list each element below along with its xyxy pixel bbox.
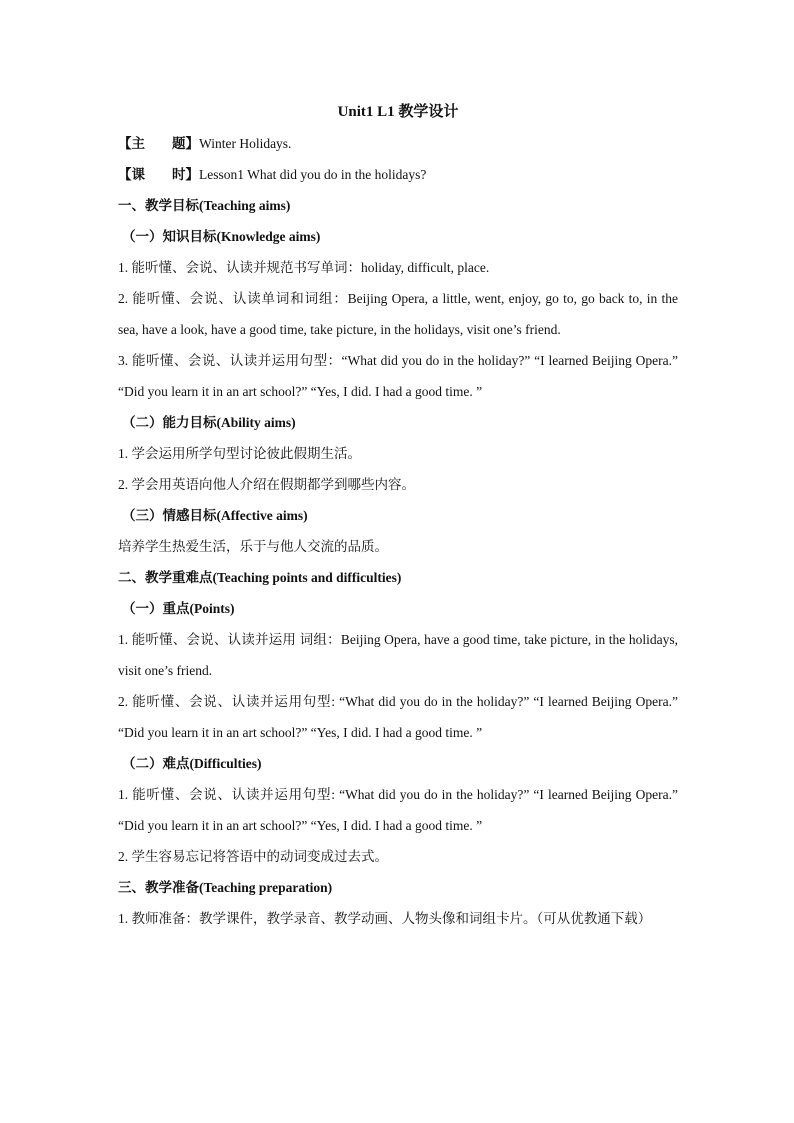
difficulties-item-2: 2. 学生容易忘记将答语中的动词变成过去式。 (118, 849, 388, 864)
knowledge-item-2: 2. 能听懂、会说、认读单词和词组：Beijing Opera, a little, went, enjoy, go to, go back to, in the sea, have a look, have a good time, take picture, in the holidays, visit one’s friend. (118, 291, 678, 337)
subheading-points: （一）重点(Points) (122, 601, 235, 616)
points-item-2: 2. 能听懂、会说、认读并运用句型: “What did you do in the holiday?” “I learned Beijing Opera.” “Did you learn it in an art school?” “Yes, I did. I had a good time. ” (118, 694, 678, 740)
theme-label: 【主 题】 (118, 136, 199, 151)
lesson-value: Lesson1 What did you do in the holidays? (199, 167, 427, 182)
section-heading-teaching-aims: 一、教学目标(Teaching aims) (118, 198, 291, 213)
ability-item-2: 2. 学会用英语向他人介绍在假期都学到哪些内容。 (118, 477, 415, 492)
knowledge-item-3: 3. 能听懂、会说、认读并运用句型：“What did you do in the holiday?” “I learned Beijing Opera.” “Did you learn it in an art school?” “Yes, I did. I had a good time. ” (118, 353, 678, 399)
difficulties-item-1: 1. 能听懂、会说、认读并运用句型: “What did you do in the holiday?” “I learned Beijing Opera.” “Did you learn it in an art school?” “Yes, I did. I had a good time. ” (118, 787, 678, 833)
knowledge-item-1: 1. 能听懂、会说、认读并规范书写单词：holiday, difficult, place. (118, 260, 490, 275)
preparation-item-1: 1. 教师准备：教学课件，教学录音、教学动画、人物头像和词组卡片。（可从优教通下载） (118, 911, 652, 926)
lesson-line (118, 159, 678, 190)
section-heading-key-points: 二、教学重难点(Teaching points and difficulties) (118, 570, 402, 585)
ability-item-1: 1. 学会运用所学句型讨论彼此假期生活。 (118, 446, 361, 461)
section-heading-preparation: 三、教学准备(Teaching preparation) (118, 880, 333, 895)
subheading-ability-aims: （二）能力目标(Ability aims) (122, 415, 296, 430)
lesson-plan-page (118, 98, 678, 934)
affective-item-1: 培养学生热爱生活，乐于与他人交流的品质。 (118, 539, 388, 554)
theme-value: Winter Holidays. (199, 136, 292, 151)
subheading-affective-aims: （三）情感目标(Affective aims) (122, 508, 308, 523)
document-title: Unit1 L1 教学设计 (337, 104, 459, 120)
lesson-label: 【课 时】 (118, 167, 199, 182)
subheading-knowledge-aims: （一）知识目标(Knowledge aims) (122, 229, 321, 244)
points-item-1: 1. 能听懂、会说、认读并运用 词组：Beijing Opera, have a good time, take picture, in the holidays, visit one’s friend. (118, 632, 678, 678)
theme-line (118, 128, 678, 159)
subheading-difficulties: （二）难点(Difficulties) (122, 756, 262, 771)
